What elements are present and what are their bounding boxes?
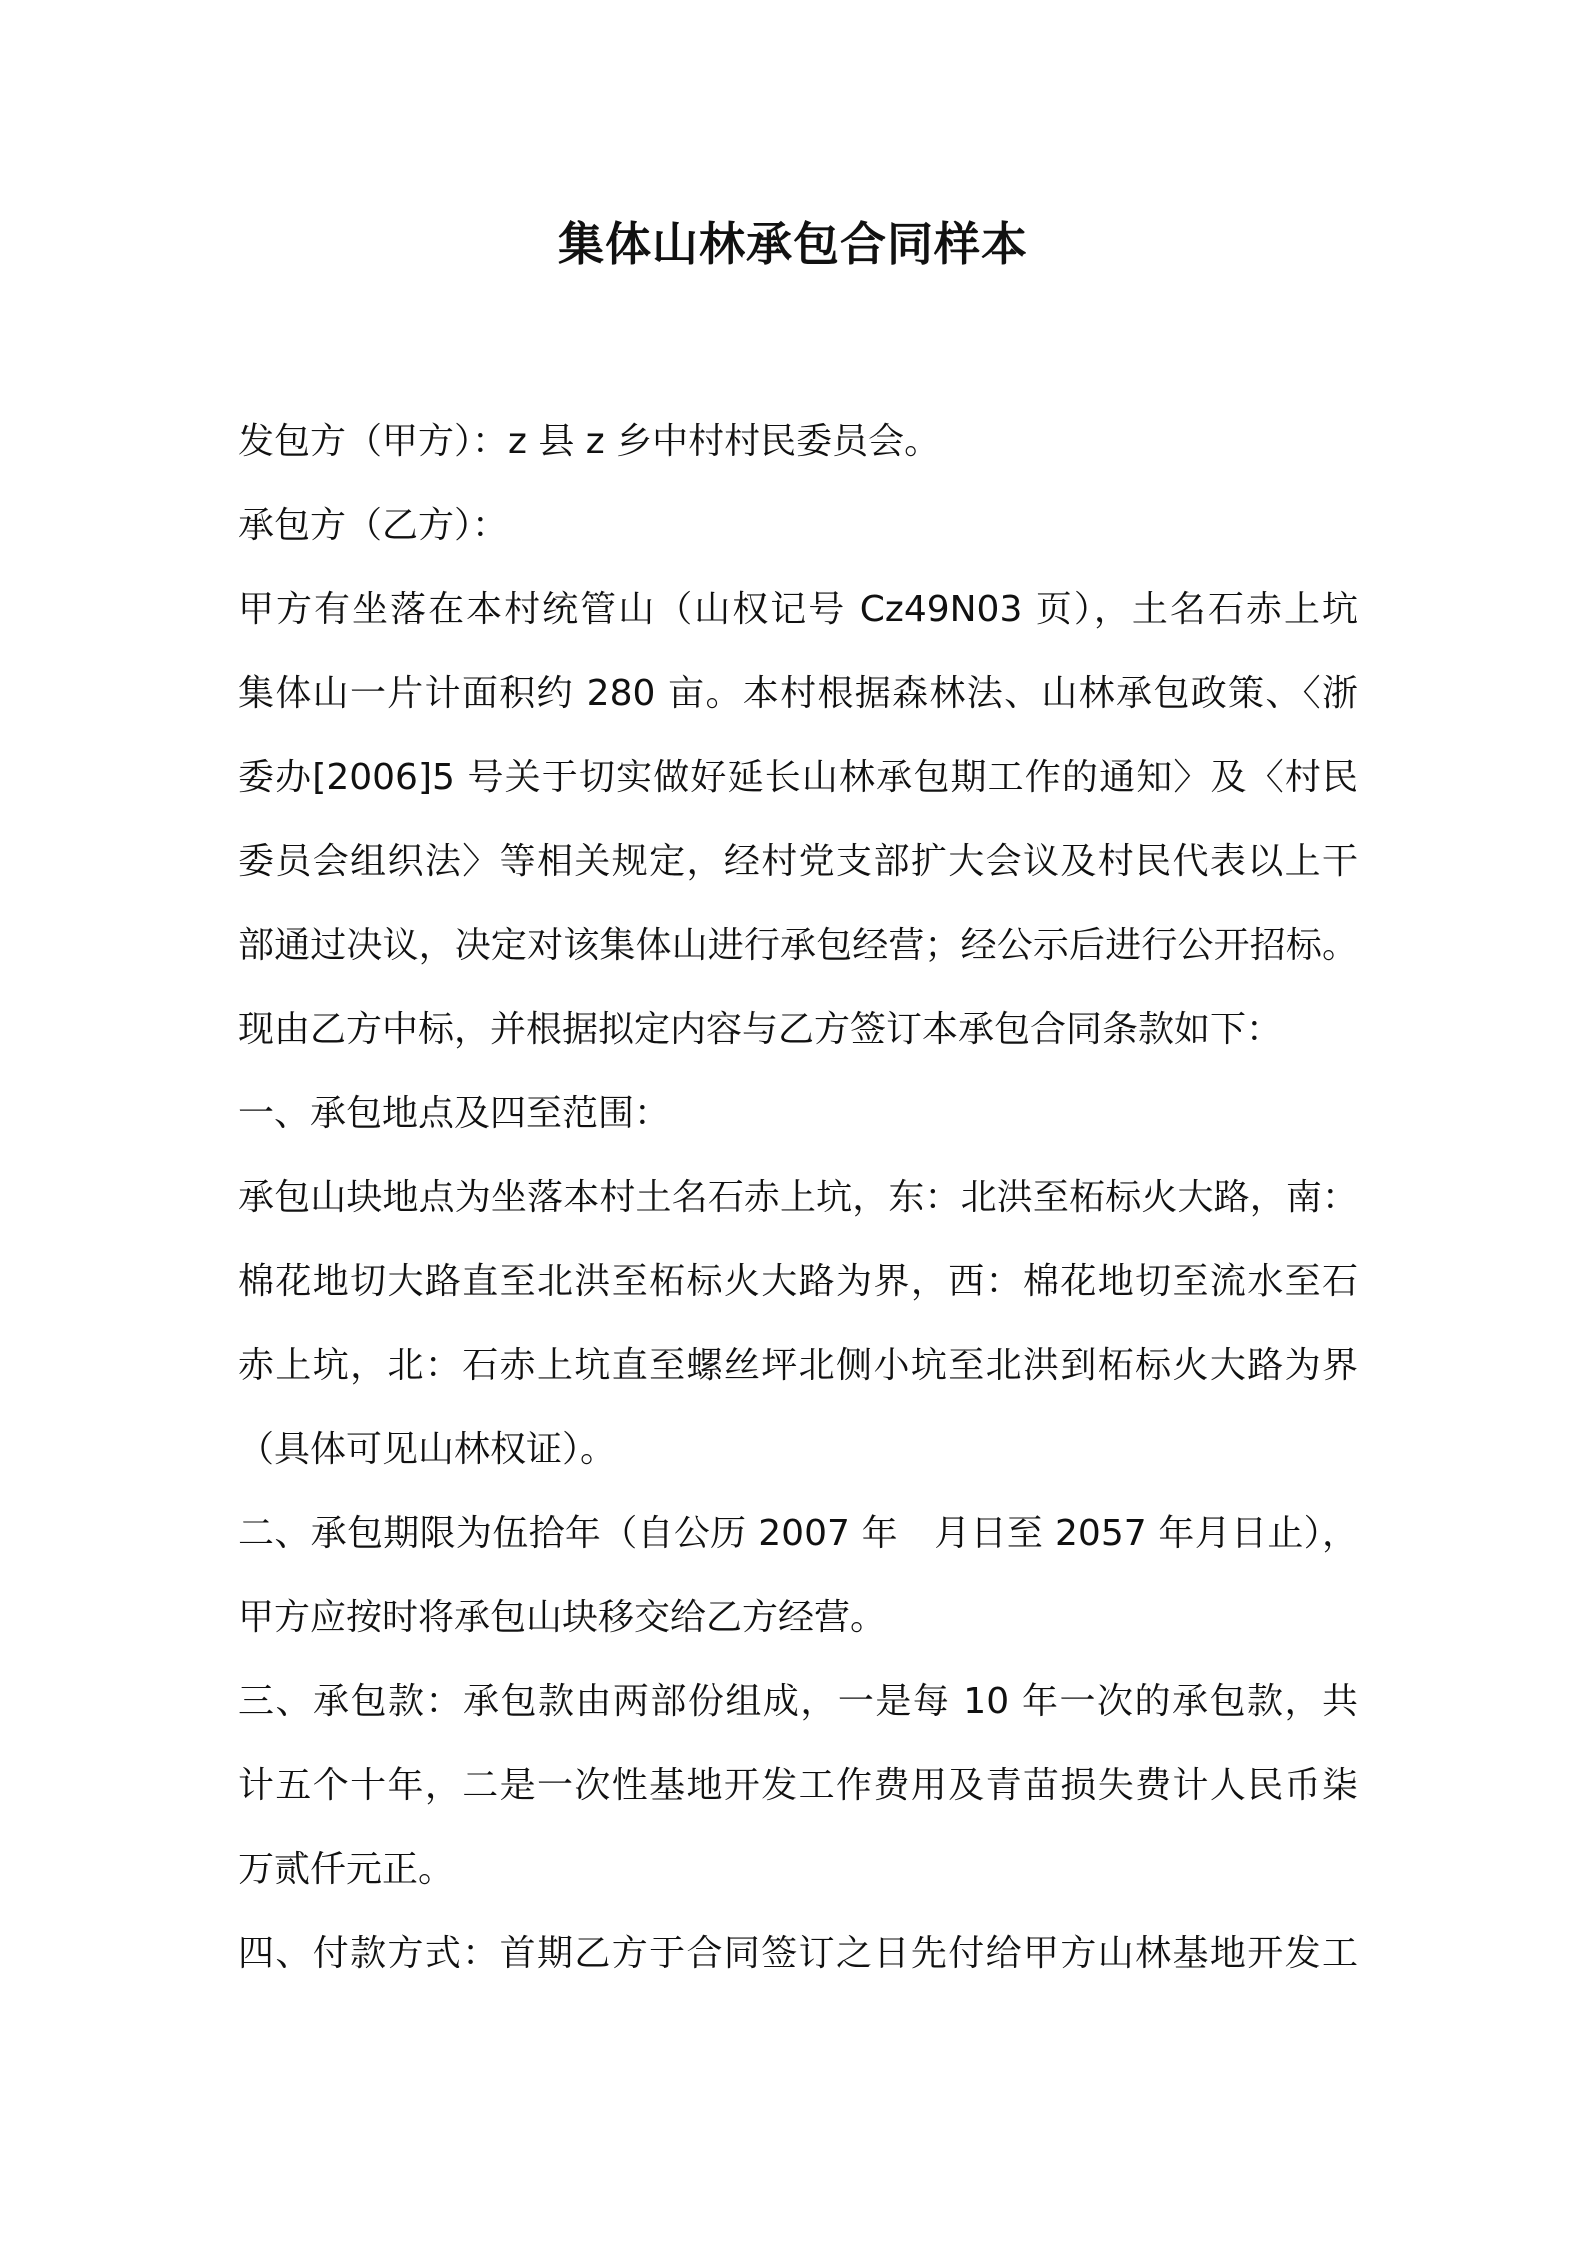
section-heading: 四、付款方式：首期乙方于合同签订之日先付给甲方山林基地开发工: [238, 1933, 1358, 1974]
paragraph-line: 委员会组织法〉等相关规定，经村党支部扩大会议及村民代表以上干: [238, 841, 1358, 882]
paragraph-line: 计五个十年，二是一次性基地开发工作费用及青苗损失费计人民币柒: [238, 1765, 1358, 1806]
paragraph-line: 甲方应按时将承包山块移交给乙方经营。: [238, 1597, 887, 1638]
paragraph-line: 万贰仟元正。: [238, 1849, 455, 1890]
paragraph-line: 委办[2006]5 号关于切实做好延长山林承包期工作的通知〉及〈村民: [238, 757, 1358, 798]
paragraph-line: 承包方（乙方）：: [238, 505, 509, 546]
paragraph-line: 甲方有坐落在本村统管山（山权记号 Cz49N03 页），土名石赤上坑: [238, 589, 1358, 630]
paragraph-line: 现由乙方中标，并根据拟定内容与乙方签订本承包合同条款如下：: [238, 1009, 1283, 1050]
paragraph-line: 发包方（甲方）：z 县 z 乡中村村民委员会。: [238, 421, 941, 462]
paragraph-line: 集体山一片计面积约 280 亩。本村根据森林法、山林承包政策、〈浙: [238, 673, 1358, 714]
paragraph-line: （具体可见山林权证）。: [238, 1429, 617, 1470]
paragraph-line: 赤上坑，北：石赤上坑直至螺丝坪北侧小坑至北洪到柘标火大路为界: [238, 1345, 1358, 1386]
document-body: [238, 400, 1358, 1996]
document-title: 集体山林承包合同样本: [558, 217, 1028, 271]
paragraph-line: 承包山块地点为坐落本村土名石赤上坑，东：北洪至柘标火大路，南：: [238, 1177, 1358, 1218]
section-heading: 三、承包款：承包款由两部份组成，一是每 10 年一次的承包款，共: [238, 1681, 1358, 1722]
paragraph-line: 部通过决议，决定对该集体山进行承包经营；经公示后进行公开招标。: [238, 925, 1358, 966]
section-heading: 二、承包期限为伍拾年（自公历 2007 年 月日至 2057 年月日止），: [238, 1513, 1358, 1554]
paragraph-line: 棉花地切大路直至北洪至柘标火大路为界，西：棉花地切至流水至石: [238, 1261, 1358, 1302]
section-heading: 一、承包地点及四至范围：: [238, 1093, 671, 1134]
